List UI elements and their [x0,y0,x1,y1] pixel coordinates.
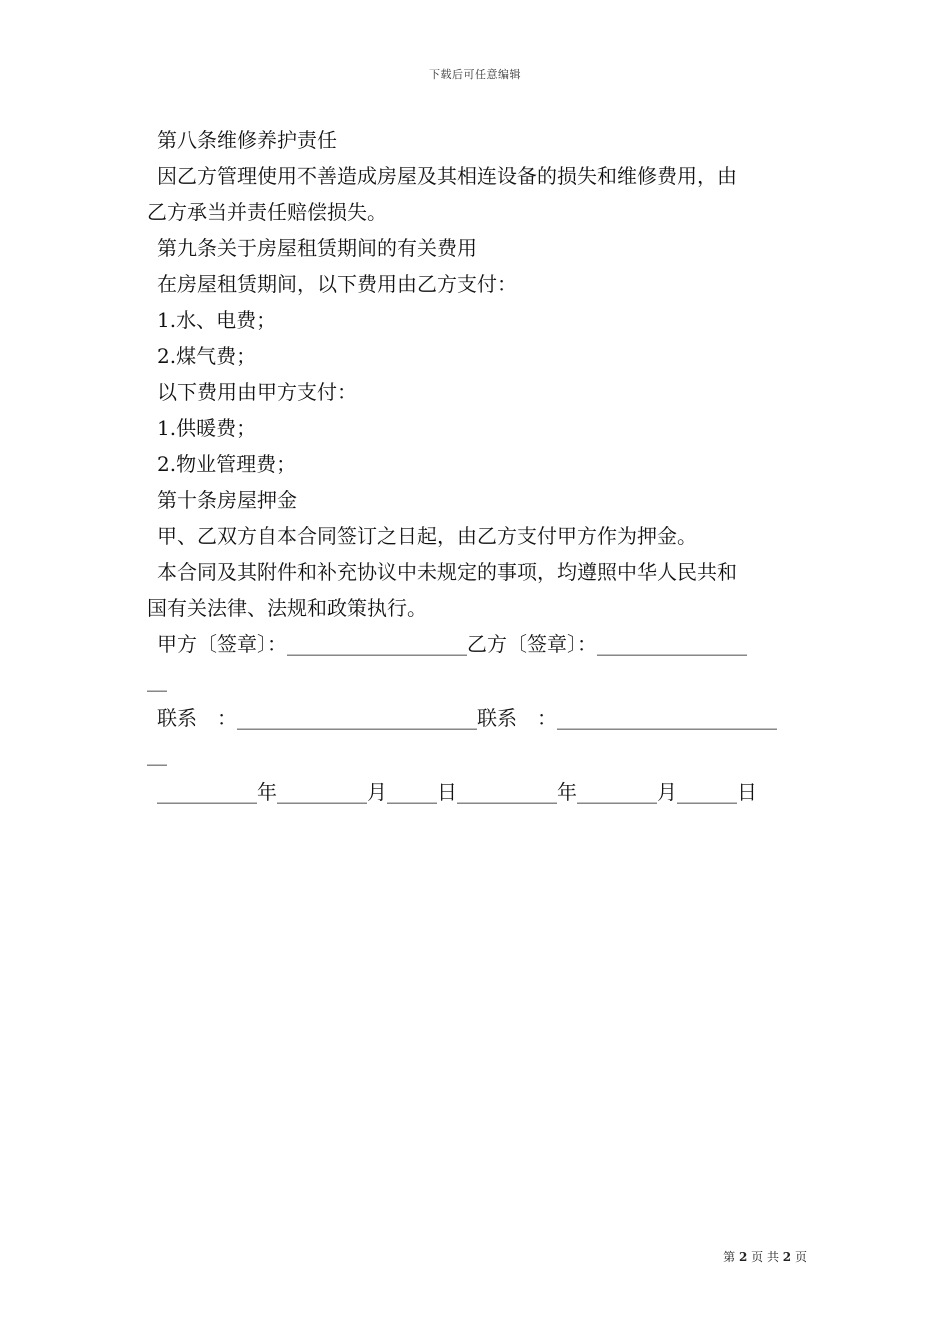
landlord-fee-item-2: 2.物业管理费； [157,452,297,476]
article-9-title: 第九条关于房屋租赁期间的有关费用 [157,236,477,260]
party-a-contact-label: 联系 ： [157,706,237,730]
party-a-day-label: 日 [437,780,457,804]
signature-row [147,626,807,662]
misc-clause-line-2: 国有关法律、法规和政策执行。 [147,596,427,620]
landlord-fee-item-1: 1.供暖费； [157,416,257,440]
article-9-intro: 在房屋租赁期间，以下费用由乙方支付： [157,272,517,296]
contract-body [147,122,807,810]
party-a-year-label: 年 [257,780,277,804]
contact-row [147,700,807,736]
party-b-month-blank: ________ [577,780,657,804]
page-number-mid: 页 共 [751,1250,779,1264]
contact-blank-wrap: __ [147,742,167,766]
article-8-paragraph-line-1: 因乙方管理使用不善造成房屋及其相连设备的损失和维修费用，由 [157,164,737,188]
tenant-fee-item-2: 2.煤气费； [157,344,257,368]
page-number [723,1248,807,1265]
page-number-total: 2 [782,1250,792,1264]
party-b-day-blank: ______ [677,780,737,804]
landlord-fee-intro: 以下费用由甲方支付： [157,380,357,404]
party-b-day-label: 日 [737,780,757,804]
party-b-year-blank: __________ [457,780,557,804]
party-a-signature-label: 甲方〔签章〕： [157,632,287,656]
page-number-prefix: 第 [723,1250,736,1264]
party-b-month-label: 月 [657,780,677,804]
page-number-suffix: 页 [794,1250,807,1264]
party-b-signature-label: 乙方〔签章〕： [467,632,597,656]
article-10-title: 第十条房屋押金 [157,488,297,512]
date-row [147,774,807,810]
party-a-year-blank: __________ [157,780,257,804]
party-b-signature-blank: _______________ [597,632,747,656]
party-b-contact-label: 联系 ： [477,706,557,730]
page-number-current: 2 [738,1250,748,1264]
party-a-contact-blank: ________________________ [237,706,477,730]
tenant-fee-item-1: 1.水、电费； [157,308,277,332]
party-b-year-label: 年 [557,780,577,804]
party-a-month-label: 月 [367,780,387,804]
page-header [0,66,950,82]
header-note: 下载后可任意编辑 [429,68,521,81]
party-b-contact-blank: ______________________ [557,706,777,730]
signature-blank-wrap: __ [147,668,167,692]
article-8-title: 第八条维修养护责任 [157,128,337,152]
misc-clause-line-1: 本合同及其附件和补充协议中未规定的事项，均遵照中华人民共和 [157,560,737,584]
party-a-day-blank: _____ [387,780,437,804]
party-a-signature-blank: __________________ [287,632,467,656]
party-a-month-blank: _________ [277,780,367,804]
article-8-paragraph-line-2: 乙方承当并责任赔偿损失。 [147,200,387,224]
article-10-paragraph: 甲、乙双方自本合同签订之日起，由乙方支付甲方作为押金。 [157,524,697,548]
